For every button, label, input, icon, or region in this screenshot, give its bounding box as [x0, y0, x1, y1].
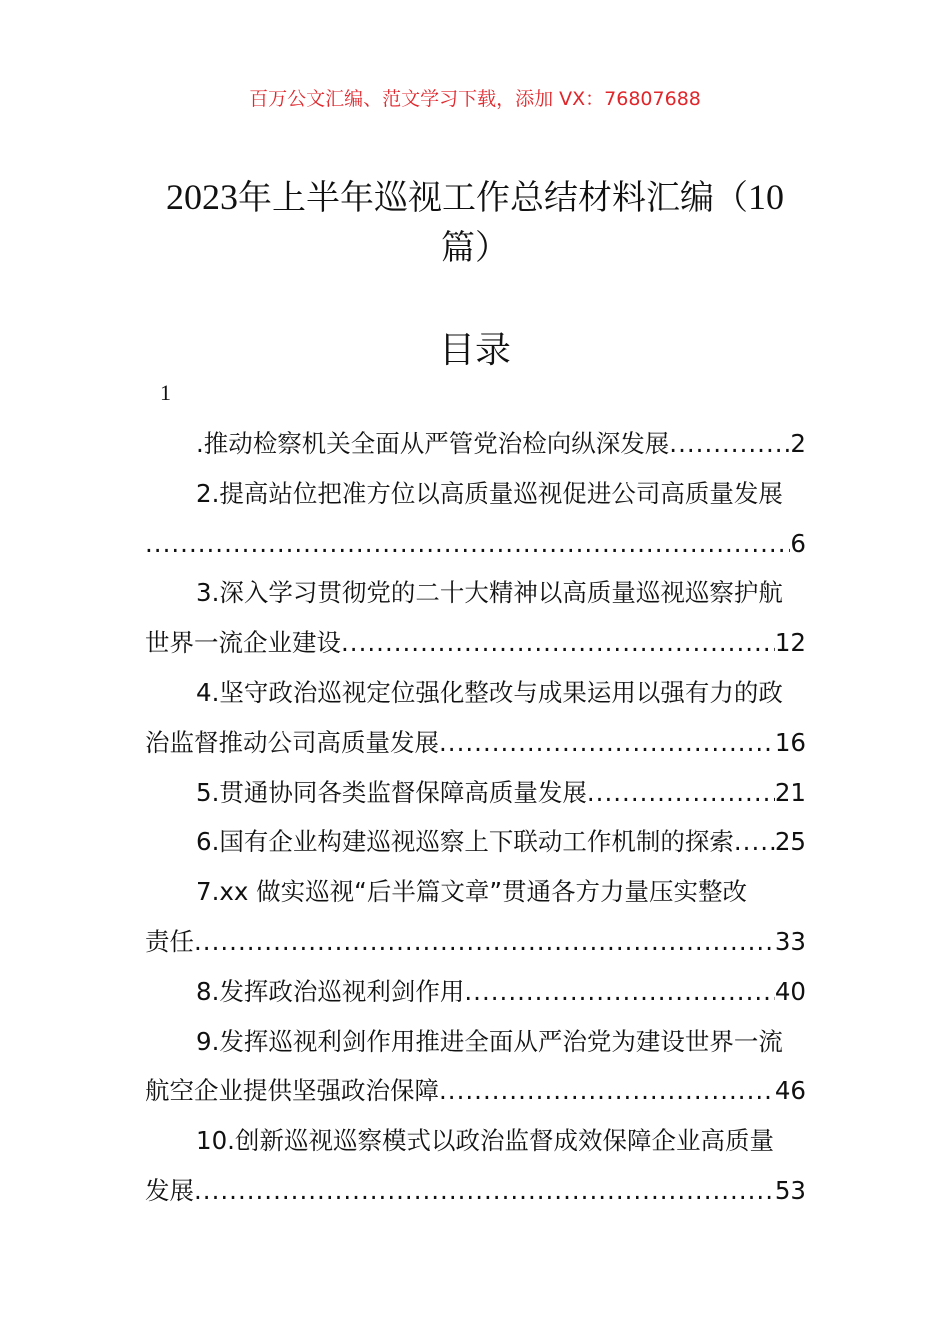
toc-entry-3-cont[interactable]	[145, 618, 806, 668]
toc-entry-7[interactable]	[145, 867, 806, 917]
toc-entry-title: 2.提高站位把准方位以高质量巡视促进公司高质量发展	[196, 478, 783, 508]
toc-page: 25	[774, 827, 806, 857]
title-text: 年上半年巡视工作总结材料汇编（	[238, 178, 748, 218]
toc-entry-7-cont[interactable]	[145, 917, 806, 967]
toc-entry-3[interactable]	[145, 568, 806, 618]
title-count: 10	[748, 177, 784, 217]
toc-page: 33	[774, 926, 806, 956]
toc-entry-1[interactable]	[145, 419, 806, 469]
leader-dots	[439, 718, 775, 768]
toc-first-number: 1	[160, 380, 171, 405]
toc-entry-title: 3.深入学习贯彻党的二十大精神以高质量巡视巡察护航	[196, 578, 783, 608]
toc-page: 46	[774, 1076, 806, 1106]
toc-page: 2	[790, 429, 806, 458]
toc-entry-title-cont: 航空企业提供坚强政治保障	[145, 1076, 439, 1106]
toc-entry-2-cont[interactable]	[145, 519, 806, 569]
toc-page: 21	[774, 777, 806, 807]
toc-entry-8[interactable]	[145, 967, 806, 1017]
title-tail: 篇）	[441, 228, 509, 268]
toc-entry-4[interactable]	[145, 668, 806, 718]
toc-entry-10[interactable]	[145, 1116, 806, 1166]
leader-dots	[145, 519, 790, 569]
table-of-contents	[145, 419, 806, 1216]
leader-dots	[194, 917, 775, 967]
toc-entry-9[interactable]	[145, 1017, 806, 1067]
toc-page: 53	[774, 1175, 806, 1205]
toc-entry-title-cont: 责任	[145, 926, 194, 956]
toc-entry-title-cont: 发展	[145, 1175, 194, 1205]
toc-entry-title-cont: 治监督推动公司高质量发展	[145, 727, 439, 757]
toc-page: 6	[790, 528, 806, 558]
toc-entry-5[interactable]	[145, 768, 806, 818]
toc-entry-9-cont[interactable]	[145, 1066, 806, 1116]
download-banner: 百万公文汇编、范文学习下载，添加 VX：76807688	[249, 88, 701, 110]
toc-page: 40	[774, 976, 806, 1006]
toc-entry-title: 9.发挥巡视利剑作用推进全面从严治党为建设世界一流	[196, 1026, 783, 1056]
leader-dots	[194, 1166, 775, 1216]
toc-entry-10-cont[interactable]	[145, 1166, 806, 1216]
leader-dots	[587, 768, 775, 818]
document-title	[140, 172, 810, 273]
toc-entry-title: 5.贯通协同各类监督保障高质量发展	[196, 777, 587, 807]
toc-entry-title: 4.坚守政治巡视定位强化整改与成果运用以强有力的政	[196, 677, 783, 707]
leader-dots	[341, 618, 775, 668]
toc-entry-2[interactable]	[145, 469, 806, 519]
toc-entry-title: 8.发挥政治巡视利剑作用	[196, 976, 465, 1006]
toc-entry-6[interactable]	[145, 817, 806, 867]
toc-entry-title: 10.创新巡视巡察模式以政治监督成效保障企业高质量	[196, 1126, 774, 1156]
leader-dots	[464, 967, 774, 1017]
title-year: 2023	[166, 177, 238, 217]
toc-entry-title: 7.xx 做实巡视“后半篇文章”贯通各方力量压实整改	[196, 877, 748, 907]
toc-entry-title-cont: 世界一流企业建设	[145, 628, 341, 658]
toc-entry-title: 6.国有企业构建巡视巡察上下联动工作机制的探索	[196, 827, 734, 857]
toc-page: 16	[774, 727, 806, 757]
toc-entry-title: .推动检察机关全面从严管党治检向纵深发展	[196, 429, 670, 458]
leader-dots	[669, 419, 790, 469]
toc-entry-4-cont[interactable]	[145, 718, 806, 768]
toc-heading: 目录	[438, 330, 511, 371]
leader-dots	[734, 817, 775, 867]
leader-dots	[439, 1066, 775, 1116]
toc-page: 12	[774, 628, 806, 658]
